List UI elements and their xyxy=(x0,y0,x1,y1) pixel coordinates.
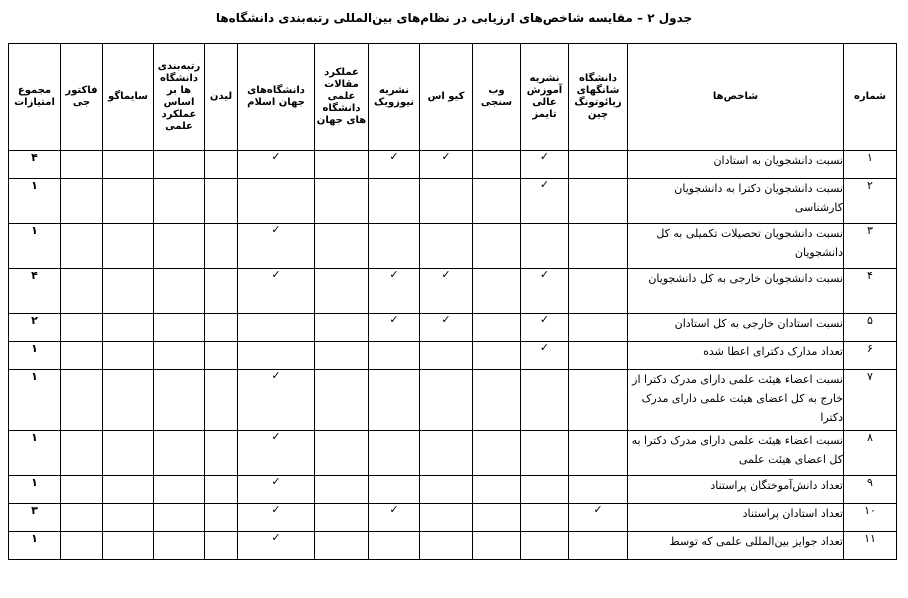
empty-cell xyxy=(369,532,420,560)
row-number: ۵ xyxy=(844,314,897,342)
row-number: ۱ xyxy=(844,151,897,179)
total-score: ۱ xyxy=(9,476,61,504)
check-mark-icon: ✓ xyxy=(569,504,628,532)
empty-cell xyxy=(369,179,420,224)
empty-cell xyxy=(154,269,205,314)
empty-cell xyxy=(315,179,369,224)
total-score: ۲ xyxy=(9,314,61,342)
total-score: ۱ xyxy=(9,342,61,370)
empty-cell xyxy=(369,476,420,504)
empty-cell xyxy=(473,151,521,179)
empty-cell xyxy=(521,532,569,560)
table-row xyxy=(9,179,897,224)
indicator-cell: تعداد استادان پراستناد xyxy=(628,504,844,532)
table-row xyxy=(9,431,897,476)
empty-cell xyxy=(315,431,369,476)
empty-cell xyxy=(61,151,103,179)
total-score: ۴ xyxy=(9,269,61,314)
empty-cell xyxy=(369,370,420,431)
total-score: ۱ xyxy=(9,431,61,476)
empty-cell xyxy=(420,431,473,476)
indicator-cell: تعداد مدارک دکترای اعطا شده xyxy=(628,342,844,370)
indicator-cell: تعداد جوایز بین‌المللی علمی که توسط xyxy=(628,532,844,560)
empty-cell xyxy=(103,476,154,504)
empty-cell xyxy=(315,269,369,314)
empty-cell xyxy=(521,370,569,431)
empty-cell xyxy=(103,224,154,269)
indicator-cell: نسبت استادان خارجی به کل استادان xyxy=(628,314,844,342)
empty-cell xyxy=(205,269,238,314)
empty-cell xyxy=(569,370,628,431)
check-mark-icon: ✓ xyxy=(521,151,569,179)
empty-cell xyxy=(154,476,205,504)
total-score: ۱ xyxy=(9,224,61,269)
column-header: دانشگاه‌های جهان اسلام xyxy=(238,44,315,151)
table-title: جدول ۲ – مقایسه شاخص‌های ارزیابی در نظام‌های بین‌المللی رتبه‌بندی دانشگاه‌ها xyxy=(215,11,693,25)
empty-cell xyxy=(238,314,315,342)
empty-cell xyxy=(569,224,628,269)
indicator-cell: نسبت اعضاء هیئت علمی دارای مدرک دکترا از خارج به کل اعضای هیئت علمی دارای مدرک دکترا xyxy=(628,370,844,431)
row-number: ۱۱ xyxy=(844,532,897,560)
empty-cell xyxy=(569,532,628,560)
empty-cell xyxy=(420,504,473,532)
column-header: دانشگاه شانگهای زیائوتونگ چین xyxy=(569,44,628,151)
check-mark-icon: ✓ xyxy=(238,431,315,476)
table-row xyxy=(9,224,897,269)
row-number: ۷ xyxy=(844,370,897,431)
column-header: لیدن xyxy=(205,44,238,151)
check-mark-icon: ✓ xyxy=(521,269,569,314)
empty-cell xyxy=(473,476,521,504)
empty-cell xyxy=(315,532,369,560)
empty-cell xyxy=(205,532,238,560)
column-header: شاخص‌ها xyxy=(628,44,844,151)
check-mark-icon: ✓ xyxy=(420,314,473,342)
empty-cell xyxy=(205,151,238,179)
empty-cell xyxy=(473,504,521,532)
empty-cell xyxy=(569,151,628,179)
table-row xyxy=(9,476,897,504)
total-score: ۴ xyxy=(9,151,61,179)
empty-cell xyxy=(103,342,154,370)
check-mark-icon: ✓ xyxy=(420,269,473,314)
empty-cell xyxy=(238,342,315,370)
table-row xyxy=(9,342,897,370)
empty-cell xyxy=(473,431,521,476)
indicator-cell: نسبت دانشجویان به استادان xyxy=(628,151,844,179)
empty-cell xyxy=(103,431,154,476)
empty-cell xyxy=(473,342,521,370)
indicator-cell: نسبت دانشجویان خارجی به کل دانشجویان xyxy=(628,269,844,314)
empty-cell xyxy=(103,532,154,560)
empty-cell xyxy=(315,151,369,179)
empty-cell xyxy=(521,504,569,532)
empty-cell xyxy=(369,431,420,476)
empty-cell xyxy=(369,224,420,269)
empty-cell xyxy=(473,179,521,224)
empty-cell xyxy=(61,504,103,532)
empty-cell xyxy=(61,431,103,476)
column-header: کیو اس xyxy=(420,44,473,151)
indicator-cell: نسبت دانشجویان تحصیلات تکمیلی به کل دانشجویان xyxy=(628,224,844,269)
check-mark-icon: ✓ xyxy=(521,342,569,370)
empty-cell xyxy=(521,431,569,476)
column-header: سایماگو xyxy=(103,44,154,151)
check-mark-icon: ✓ xyxy=(238,476,315,504)
empty-cell xyxy=(569,269,628,314)
check-mark-icon: ✓ xyxy=(238,532,315,560)
check-mark-icon: ✓ xyxy=(238,370,315,431)
empty-cell xyxy=(154,370,205,431)
empty-cell xyxy=(103,504,154,532)
table-row xyxy=(9,532,897,560)
empty-cell xyxy=(154,314,205,342)
indicator-cell: تعداد دانش‌آموختگان پراستناد xyxy=(628,476,844,504)
empty-cell xyxy=(569,179,628,224)
row-number: ۴ xyxy=(844,269,897,314)
empty-cell xyxy=(238,179,315,224)
empty-cell xyxy=(61,269,103,314)
column-header: نشریه نیوزویک xyxy=(369,44,420,151)
check-mark-icon: ✓ xyxy=(369,269,420,314)
header-row xyxy=(9,44,897,151)
empty-cell xyxy=(369,342,420,370)
check-mark-icon: ✓ xyxy=(238,224,315,269)
empty-cell xyxy=(569,342,628,370)
check-mark-icon: ✓ xyxy=(369,504,420,532)
empty-cell xyxy=(569,476,628,504)
empty-cell xyxy=(473,224,521,269)
empty-cell xyxy=(61,179,103,224)
empty-cell xyxy=(315,504,369,532)
empty-cell xyxy=(315,476,369,504)
empty-cell xyxy=(315,224,369,269)
column-header: عملکرد مقالات علمی دانشگاه های جهان xyxy=(315,44,369,151)
empty-cell xyxy=(205,370,238,431)
empty-cell xyxy=(205,504,238,532)
column-header: نشریه آموزش عالی تایمز xyxy=(521,44,569,151)
empty-cell xyxy=(154,151,205,179)
row-number: ۶ xyxy=(844,342,897,370)
total-score: ۳ xyxy=(9,504,61,532)
empty-cell xyxy=(154,532,205,560)
empty-cell xyxy=(473,370,521,431)
table-body xyxy=(9,151,897,560)
check-mark-icon: ✓ xyxy=(238,269,315,314)
empty-cell xyxy=(315,314,369,342)
row-number: ۱۰ xyxy=(844,504,897,532)
empty-cell xyxy=(61,314,103,342)
check-mark-icon: ✓ xyxy=(369,314,420,342)
empty-cell xyxy=(205,179,238,224)
empty-cell xyxy=(205,314,238,342)
empty-cell xyxy=(205,476,238,504)
empty-cell xyxy=(420,179,473,224)
empty-cell xyxy=(473,314,521,342)
indicator-cell: نسبت دانشجویان دکترا به دانشجویان کارشناسی xyxy=(628,179,844,224)
row-number: ۹ xyxy=(844,476,897,504)
empty-cell xyxy=(103,370,154,431)
empty-cell xyxy=(154,431,205,476)
empty-cell xyxy=(154,504,205,532)
empty-cell xyxy=(103,269,154,314)
empty-cell xyxy=(420,342,473,370)
empty-cell xyxy=(61,224,103,269)
empty-cell xyxy=(154,224,205,269)
empty-cell xyxy=(205,224,238,269)
row-number: ۳ xyxy=(844,224,897,269)
check-mark-icon: ✓ xyxy=(521,179,569,224)
empty-cell xyxy=(420,224,473,269)
empty-cell xyxy=(569,314,628,342)
column-header: فاکتور جی xyxy=(61,44,103,151)
empty-cell xyxy=(154,342,205,370)
column-header: رتبه‌بندی دانشگاه ها بر اساس عملکرد علمی xyxy=(154,44,205,151)
row-number: ۲ xyxy=(844,179,897,224)
empty-cell xyxy=(315,342,369,370)
check-mark-icon: ✓ xyxy=(521,314,569,342)
empty-cell xyxy=(103,151,154,179)
empty-cell xyxy=(61,532,103,560)
column-header: شماره xyxy=(844,44,897,151)
empty-cell xyxy=(521,224,569,269)
table-row xyxy=(9,151,897,179)
check-mark-icon: ✓ xyxy=(238,504,315,532)
check-mark-icon: ✓ xyxy=(420,151,473,179)
table-row xyxy=(9,314,897,342)
check-mark-icon: ✓ xyxy=(369,151,420,179)
empty-cell xyxy=(154,179,205,224)
indicator-cell: نسبت اعضاء هیئت علمی دارای مدرک دکترا به کل اعضای هیئت علمی xyxy=(628,431,844,476)
empty-cell xyxy=(61,476,103,504)
empty-cell xyxy=(103,314,154,342)
empty-cell xyxy=(420,476,473,504)
table-row xyxy=(9,504,897,532)
empty-cell xyxy=(473,269,521,314)
check-mark-icon: ✓ xyxy=(238,151,315,179)
empty-cell xyxy=(103,179,154,224)
empty-cell xyxy=(420,532,473,560)
table-row xyxy=(9,370,897,431)
total-score: ۱ xyxy=(9,179,61,224)
empty-cell xyxy=(205,431,238,476)
column-header: مجموع امتیازات xyxy=(9,44,61,151)
empty-cell xyxy=(315,370,369,431)
empty-cell xyxy=(569,431,628,476)
empty-cell xyxy=(521,476,569,504)
empty-cell xyxy=(473,532,521,560)
indicators-comparison-table xyxy=(8,43,897,560)
empty-cell xyxy=(420,370,473,431)
total-score: ۱ xyxy=(9,532,61,560)
empty-cell xyxy=(205,342,238,370)
row-number: ۸ xyxy=(844,431,897,476)
total-score: ۱ xyxy=(9,370,61,431)
column-header: وب سنجی xyxy=(473,44,521,151)
table-row xyxy=(9,269,897,314)
empty-cell xyxy=(61,370,103,431)
empty-cell xyxy=(61,342,103,370)
